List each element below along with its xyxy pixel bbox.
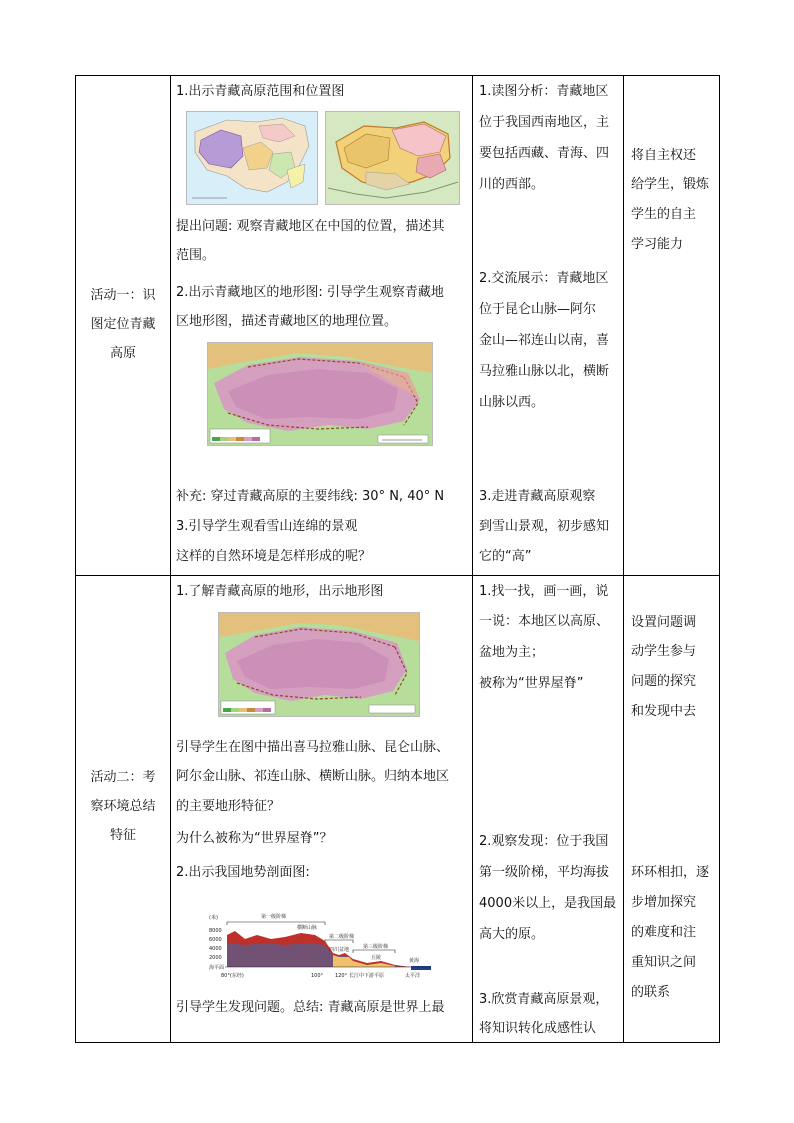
r1-student-p2-5: 山脉以西。	[479, 395, 545, 410]
r2-intent-a-2: 动学生参与	[631, 644, 697, 659]
r1-student-p1-1: 1.读图分析：青藏地区	[479, 84, 609, 99]
activity-1-line-2: 图定位青藏	[90, 317, 156, 332]
table-divider-1	[170, 75, 171, 1043]
profile-xtick-120: 120°	[335, 973, 348, 979]
china-terrain-profile	[205, 905, 435, 980]
r2-student-p1-4: 被称为“世界屋脊”	[479, 676, 584, 691]
profile-ytick-2000: 2000	[209, 955, 222, 961]
r1-student-p2-3: 金山—祁连山以南，喜	[479, 333, 610, 348]
r1-student-p1-2: 位于我国西南地区，主	[479, 115, 610, 130]
profile-hengduan: 横断山脉	[297, 925, 318, 931]
r2-intent-a-1: 设置问题调	[631, 615, 697, 630]
r2-intent-b-3: 的难度和注	[631, 925, 697, 940]
qingzang-terrain-map	[207, 342, 433, 446]
profile-ytick-6000: 6000	[209, 937, 222, 943]
activity-1-line-3: 高原	[109, 346, 136, 361]
china-location-map	[186, 111, 318, 205]
profile-ytick-sea: 海平面	[209, 965, 225, 971]
r2-teacher-why: 为什么被称为“世界屋脊”？	[176, 831, 333, 846]
r1-teacher-step2-2: 区地形图，描述青藏地区的地理位置。	[176, 314, 398, 329]
r1-teacher-supplement: 补充: 穿过青藏高原的主要纬线: 30° N, 40° N	[176, 489, 445, 504]
r1-teacher-question-1: 提出问题: 观察青藏地区在中国的位置，描述其	[176, 219, 445, 234]
table-divider-3	[623, 75, 624, 1043]
r2-student-p3-1: 3.欣赏青藏高原景观，	[479, 992, 609, 1007]
table-divider-2	[472, 75, 473, 1043]
r2-teacher-step2: 2.出示我国地势剖面图:	[176, 865, 310, 880]
r1-teacher-step3: 3.引导学生观看雪山连绵的景观	[176, 519, 358, 534]
r1-intent-1: 将自主权还	[631, 148, 697, 163]
r2-intent-b-1: 环环相扣，逐	[631, 865, 710, 880]
r1-teacher-step2-1: 2.出示青藏地区的地形图: 引导学生观察青藏地	[176, 285, 444, 300]
table-border-left	[75, 75, 76, 1043]
r2-student-p3-2: 将知识转化成感性认	[479, 1021, 597, 1036]
profile-step3: 第三级阶梯	[363, 944, 389, 950]
r1-intent-3: 学生的自主	[631, 207, 697, 222]
r1-student-p3-1: 3.走进青藏高原观察	[479, 489, 596, 504]
qingzang-terrain-map-2	[218, 612, 420, 717]
table-border-right	[719, 75, 720, 1043]
r2-intent-b-5: 的联系	[631, 985, 671, 1000]
r2-teacher-guide-1: 引导学生在图中描出喜马拉雅山脉、昆仑山脉、	[176, 740, 450, 755]
qingzang-region-map	[325, 111, 460, 205]
profile-sichuan: 四川盆地	[329, 947, 350, 953]
r1-student-p3-3: 它的“高”	[479, 549, 532, 564]
table-row-divider	[75, 575, 720, 576]
r2-intent-a-4: 和发现中去	[631, 704, 697, 719]
r2-teacher-guide-2: 阿尔金山脉、祁连山脉、横断山脉。归纳本地区	[176, 769, 450, 784]
profile-hills: 丘陵	[371, 955, 382, 961]
r2-intent-b-2: 步增加探究	[631, 895, 697, 910]
r1-intent-2: 给学生，锻炼	[631, 177, 710, 192]
activity-2-line-1: 活动二：考	[90, 770, 156, 785]
profile-plain: 长江中下游平原	[349, 973, 385, 979]
r2-student-p2-2: 第一级阶梯，平均海拔	[479, 865, 610, 880]
profile-step1: 第一级阶梯	[261, 914, 287, 920]
profile-ytick-4000: 4000	[209, 946, 222, 952]
activity-1-line-1: 活动一：识	[90, 288, 156, 303]
table-border-top	[75, 75, 720, 76]
r2-teacher-guide-3: 的主要地形特征？	[176, 799, 281, 814]
r2-intent-b-4: 重知识之间	[631, 955, 697, 970]
r1-teacher-step1: 1.出示青藏高原范围和位置图	[176, 84, 345, 99]
r1-student-p2-1: 2.交流展示：青藏地区	[479, 271, 609, 286]
r2-student-p1-1: 1.找一找，画一画，说	[479, 584, 609, 599]
r2-student-p2-4: 高大的原。	[479, 927, 545, 942]
r1-student-p1-4: 川的西部。	[479, 177, 545, 192]
profile-ytick-8000: 8000	[209, 928, 222, 934]
activity-2-line-2: 察环境总结	[90, 799, 156, 814]
r1-teacher-closing: 这样的自然环境是怎样形成的呢？	[176, 549, 372, 564]
r2-student-p2-1: 2.观察发现：位于我国	[479, 834, 609, 849]
profile-yunit: (米)	[209, 915, 218, 921]
profile-step2: 第二级阶梯	[329, 934, 355, 940]
profile-xtick-100: 100°	[311, 973, 324, 979]
r1-student-p3-2: 到雪山景观，初步感知	[479, 519, 610, 534]
r1-intent-4: 学习能力	[631, 237, 684, 252]
table-border-bottom	[75, 1042, 720, 1043]
r2-student-p2-3: 4000米以上，是我国最	[479, 896, 617, 911]
r2-intent-a-3: 问题的探究	[631, 674, 697, 689]
r2-teacher-last: 引导学生发现问题。总结: 青藏高原是世界上最	[176, 1000, 445, 1015]
r1-teacher-question-2: 范围。	[176, 248, 216, 263]
profile-xtick-80: 80°(东经)	[221, 973, 244, 979]
r1-student-p2-2: 位于昆仑山脉—阿尔	[479, 302, 597, 317]
r2-student-p1-3: 盆地为主；	[479, 645, 545, 660]
profile-himalaya: 喜马拉雅山脉	[231, 925, 262, 931]
r1-student-p2-4: 马拉雅山脉以北，横断	[479, 364, 610, 379]
r1-student-p1-3: 要包括西藏、青海、四	[479, 146, 610, 161]
profile-sea: 黄海	[409, 958, 420, 964]
r2-teacher-step1: 1.了解青藏高原的地形，出示地形图	[176, 584, 384, 599]
activity-2-line-3: 特征	[109, 828, 136, 843]
r2-student-p1-2: 一说：本地区以高原、	[479, 614, 610, 629]
profile-ocean: 太平洋	[405, 973, 421, 979]
